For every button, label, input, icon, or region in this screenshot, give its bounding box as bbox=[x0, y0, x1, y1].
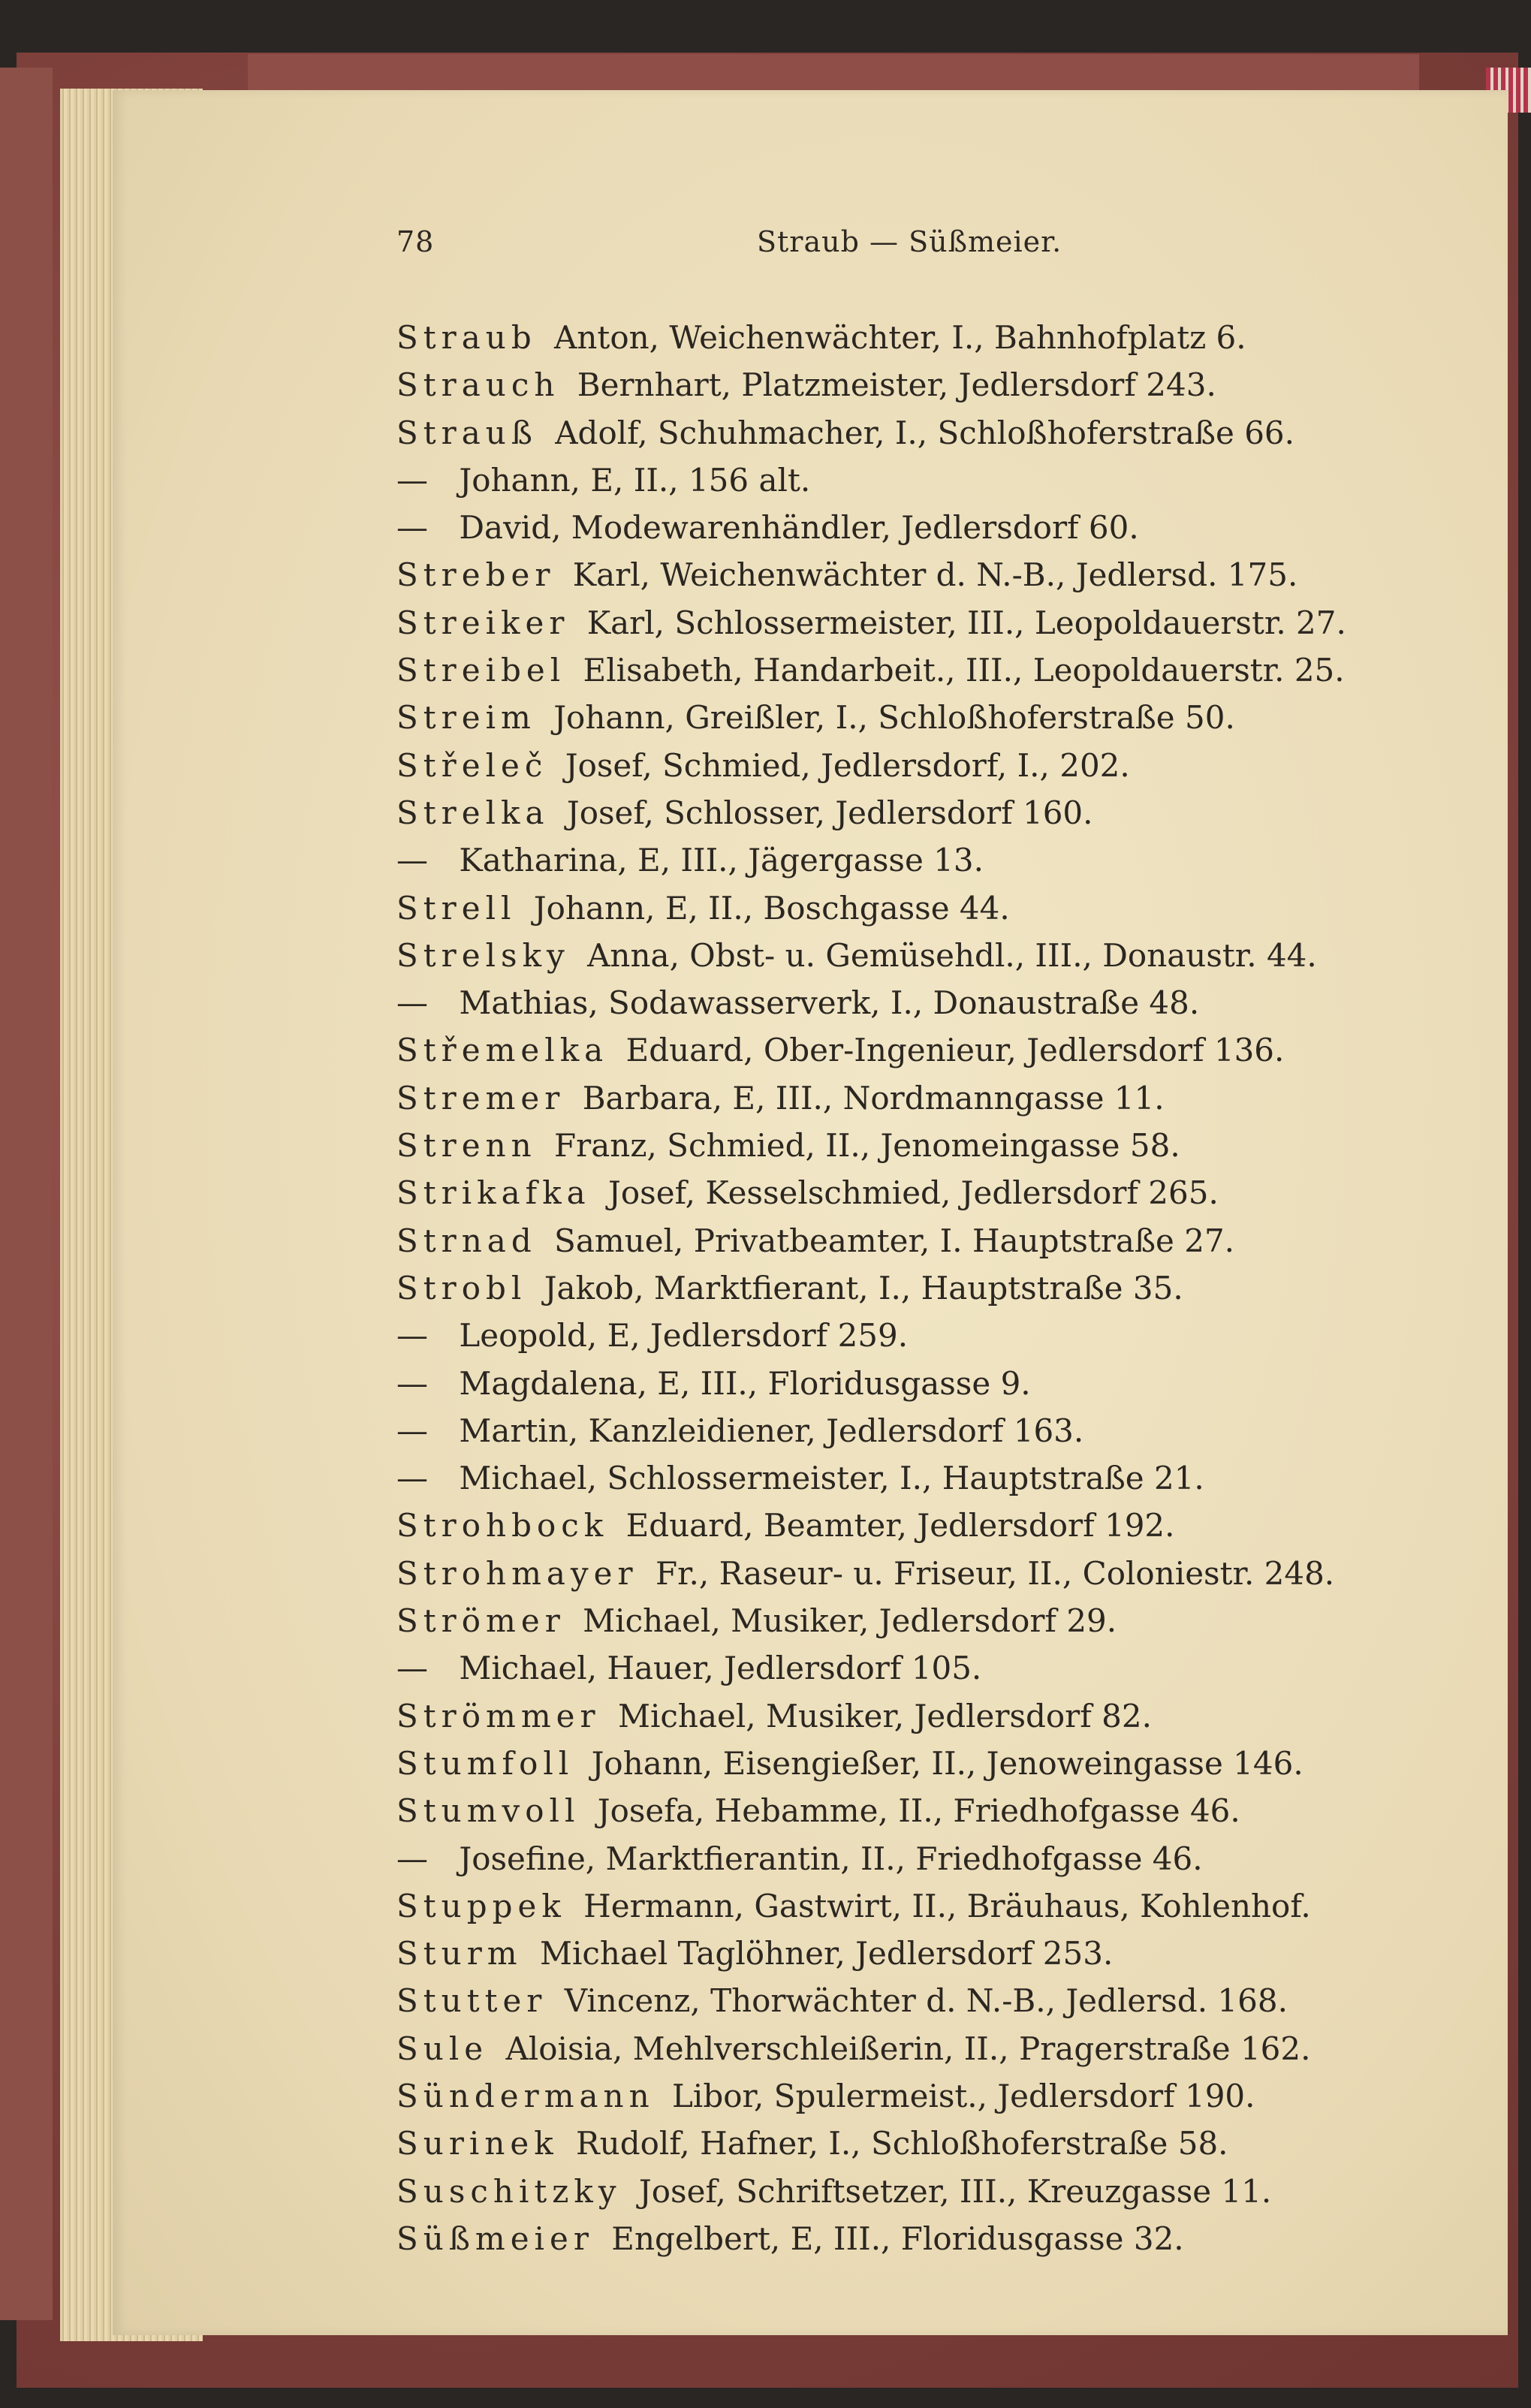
directory-entry bbox=[396, 457, 1493, 504]
entry-details: Adolf, Schuhmacher, I., Schloßhoferstraße 66. bbox=[544, 414, 1294, 451]
repeat-dash: — bbox=[396, 1460, 428, 1497]
directory-entry bbox=[396, 1930, 1493, 1977]
entry-details: Eduard, Beamter, Jedlersdorf 192. bbox=[616, 1507, 1175, 1545]
entry-details: Michael, Hauer, Jedlersdorf 105. bbox=[449, 1650, 982, 1687]
entry-surname: Surinek bbox=[396, 2125, 559, 2162]
directory-entry bbox=[396, 1407, 1493, 1454]
directory-entry bbox=[396, 361, 1493, 408]
directory-entry bbox=[396, 1977, 1493, 2024]
entry-surname: Sule bbox=[396, 2030, 489, 2067]
entry-details: Engelbert, E, III., Floridusgasse 32. bbox=[601, 2220, 1184, 2257]
entry-details: Johann, Greißler, I., Schloßhoferstraße 50. bbox=[543, 699, 1235, 737]
entry-surname: Sündermann bbox=[396, 2077, 655, 2114]
entry-surname: Strömer bbox=[396, 1602, 565, 1640]
entry-details: Anton, Weichenwächter, I., Bahnhofplatz 6. bbox=[544, 319, 1246, 356]
entry-surname: Strelka bbox=[396, 794, 550, 831]
directory-entry bbox=[396, 742, 1493, 789]
entry-details: Josef, Kesselschmied, Jedlersdorf 265. bbox=[598, 1174, 1219, 1212]
entry-details: Josefine, Marktfierantin, II., Friedhofgasse 46. bbox=[449, 1840, 1203, 1877]
entry-details: Bernhart, Platzmeister, Jedlersdorf 243. bbox=[567, 366, 1216, 404]
entry-surname: Suschitzky bbox=[396, 2172, 622, 2210]
entry-surname: Strohbock bbox=[396, 1507, 609, 1545]
entry-details: Johann, Eisengießer, II., Jenoweingasse 146. bbox=[581, 1744, 1303, 1782]
directory-entries bbox=[396, 314, 1493, 2262]
directory-entry bbox=[396, 694, 1493, 741]
entry-surname: Strömmer bbox=[396, 1697, 601, 1734]
directory-entry bbox=[396, 409, 1493, 457]
repeat-dash: — bbox=[396, 1317, 428, 1355]
entry-surname: Stumfoll bbox=[396, 1744, 574, 1782]
entry-surname: Sturm bbox=[396, 1935, 523, 1973]
directory-entry bbox=[396, 1692, 1493, 1740]
directory-entry bbox=[396, 1835, 1493, 1882]
entry-details: Karl, Schlossermeister, III., Leopoldauerstr. 27. bbox=[577, 604, 1346, 641]
entry-surname: Stremer bbox=[396, 1079, 565, 1117]
entry-details: Libor, Spulermeist., Jedlersdorf 190. bbox=[662, 2077, 1255, 2114]
entry-details: David, Modewarenhändler, Jedlersdorf 60. bbox=[449, 509, 1139, 547]
entry-surname: Strohmayer bbox=[396, 1554, 638, 1592]
entry-details: Fr., Raseur- u. Friseur, II., Coloniestr. 248. bbox=[645, 1554, 1335, 1592]
entry-details: Barbara, E, III., Nordmanngasse 11. bbox=[572, 1079, 1165, 1117]
entry-surname: Strobl bbox=[396, 1269, 527, 1306]
repeat-dash: — bbox=[396, 842, 428, 879]
repeat-dash: — bbox=[396, 1650, 428, 1687]
page-number: 78 bbox=[396, 225, 435, 258]
entry-details: Karl, Weichenwächter d. N.-B., Jedlersd. 175. bbox=[562, 556, 1298, 594]
entry-surname: Stumvoll bbox=[396, 1792, 580, 1830]
directory-entry bbox=[396, 1360, 1493, 1407]
directory-entry bbox=[396, 2120, 1493, 2167]
repeat-dash: — bbox=[396, 1412, 428, 1449]
directory-entry bbox=[396, 1597, 1493, 1644]
repeat-dash: — bbox=[396, 1364, 428, 1402]
directory-entry bbox=[396, 836, 1493, 884]
entry-surname: Střemelka bbox=[396, 1032, 609, 1069]
book-cover-edge bbox=[0, 68, 53, 2320]
entry-surname: Streim bbox=[396, 699, 536, 737]
entry-details: Johann, E, II., 156 alt. bbox=[449, 461, 811, 499]
directory-entry bbox=[396, 646, 1493, 694]
entry-details: Josef, Schlosser, Jedlersdorf 160. bbox=[556, 794, 1093, 831]
entry-details: Michael, Musiker, Jedlersdorf 82. bbox=[607, 1697, 1152, 1734]
entry-details: Eduard, Ober-Ingenieur, Jedlersdorf 136. bbox=[616, 1032, 1285, 1069]
entry-surname: Strauch bbox=[396, 366, 560, 404]
repeat-dash: — bbox=[396, 1840, 428, 1877]
entry-details: Samuel, Privatbeamter, I. Hauptstraße 27. bbox=[544, 1222, 1235, 1259]
directory-entry bbox=[396, 2168, 1493, 2215]
directory-entry bbox=[396, 2215, 1493, 2262]
directory-entry bbox=[396, 789, 1493, 836]
entry-surname: Strenn bbox=[396, 1127, 537, 1165]
entry-details: Rudolf, Hafner, I., Schloßhoferstraße 58. bbox=[565, 2125, 1228, 2162]
entry-details: Michael Taglöhner, Jedlersdorf 253. bbox=[529, 1935, 1114, 1973]
directory-entry bbox=[396, 1312, 1493, 1359]
entry-surname: Streiker bbox=[396, 604, 570, 641]
entry-surname: Stuppek bbox=[396, 1887, 566, 1924]
entry-details: Josef, Schmied, Jedlersdorf, I., 202. bbox=[555, 746, 1130, 784]
entry-details: Johann, E, II., Boschgasse 44. bbox=[523, 889, 1010, 927]
entry-details: Franz, Schmied, II., Jenomeingasse 58. bbox=[544, 1127, 1180, 1165]
repeat-dash: — bbox=[396, 984, 428, 1022]
entry-surname: Stutter bbox=[396, 1982, 547, 2020]
directory-entry bbox=[396, 1502, 1493, 1549]
running-title: Straub — Süßmeier. bbox=[757, 225, 1062, 258]
directory-entry bbox=[396, 2025, 1493, 2072]
entry-details: Martin, Kanzleidiener, Jedlersdorf 163. bbox=[449, 1412, 1084, 1449]
entry-details: Anna, Obst- u. Gemüsehdl., III., Donaustr. 44. bbox=[577, 936, 1317, 974]
directory-entry bbox=[396, 2072, 1493, 2120]
directory-entry bbox=[396, 504, 1493, 551]
entry-details: Michael, Musiker, Jedlersdorf 29. bbox=[572, 1602, 1117, 1640]
directory-entry bbox=[396, 1026, 1493, 1074]
entry-surname: Střeleč bbox=[396, 746, 548, 784]
entry-details: Leopold, E, Jedlersdorf 259. bbox=[449, 1317, 909, 1355]
directory-entry bbox=[396, 1217, 1493, 1264]
directory-entry bbox=[396, 599, 1493, 646]
directory-entry bbox=[396, 314, 1493, 361]
entry-details: Aloisia, Mehlverschleißerin, II., Pragerstraße 162. bbox=[496, 2030, 1311, 2067]
entry-details: Mathias, Sodawasserverk, I., Donaustraße 48. bbox=[449, 984, 1200, 1022]
entry-surname: Strelsky bbox=[396, 936, 570, 974]
repeat-dash: — bbox=[396, 509, 428, 547]
page-header bbox=[396, 225, 1478, 293]
entry-surname: Streber bbox=[396, 556, 556, 594]
entry-surname: Strauß bbox=[396, 414, 538, 451]
directory-entry bbox=[396, 1882, 1493, 1930]
entry-details: Josefa, Hebamme, II., Friedhofgasse 46. bbox=[587, 1792, 1240, 1830]
repeat-dash: — bbox=[396, 461, 428, 499]
entry-details: Hermann, Gastwirt, II., Bräuhaus, Kohlenhof. bbox=[573, 1887, 1311, 1924]
directory-entry bbox=[396, 1740, 1493, 1787]
entry-details: Michael, Schlossermeister, I., Hauptstraße 21. bbox=[449, 1460, 1204, 1497]
directory-entry bbox=[396, 1644, 1493, 1692]
directory-entry bbox=[396, 551, 1493, 598]
directory-entry bbox=[396, 932, 1493, 979]
entry-details: Magdalena, E, III., Floridusgasse 9. bbox=[449, 1364, 1031, 1402]
directory-entry bbox=[396, 1787, 1493, 1834]
entry-details: Katharina, E, III., Jägergasse 13. bbox=[449, 842, 984, 879]
directory-entry bbox=[396, 1550, 1493, 1597]
entry-surname: Streibel bbox=[396, 652, 566, 689]
entry-details: Jakob, Marktfierant, I., Hauptstraße 35. bbox=[534, 1269, 1183, 1306]
entry-surname: Strikafka bbox=[396, 1174, 591, 1212]
directory-entry bbox=[396, 1122, 1493, 1169]
directory-entry bbox=[396, 1454, 1493, 1502]
entry-details: Vincenz, Thorwächter d. N.-B., Jedlersd. 168. bbox=[554, 1982, 1288, 2020]
entry-details: Josef, Schriftsetzer, III., Kreuzgasse 11. bbox=[628, 2172, 1272, 2210]
entry-surname: Straub bbox=[396, 319, 537, 356]
entry-surname: Strell bbox=[396, 889, 517, 927]
entry-details: Elisabeth, Handarbeit., III., Leopoldauerstr. 25. bbox=[573, 652, 1345, 689]
entry-surname: Süßmeier bbox=[396, 2220, 594, 2257]
directory-entry bbox=[396, 1264, 1493, 1312]
directory-entry bbox=[396, 885, 1493, 932]
directory-entry bbox=[396, 1074, 1493, 1122]
directory-entry bbox=[396, 1169, 1493, 1216]
entry-surname: Strnad bbox=[396, 1222, 537, 1259]
directory-entry bbox=[396, 979, 1493, 1026]
